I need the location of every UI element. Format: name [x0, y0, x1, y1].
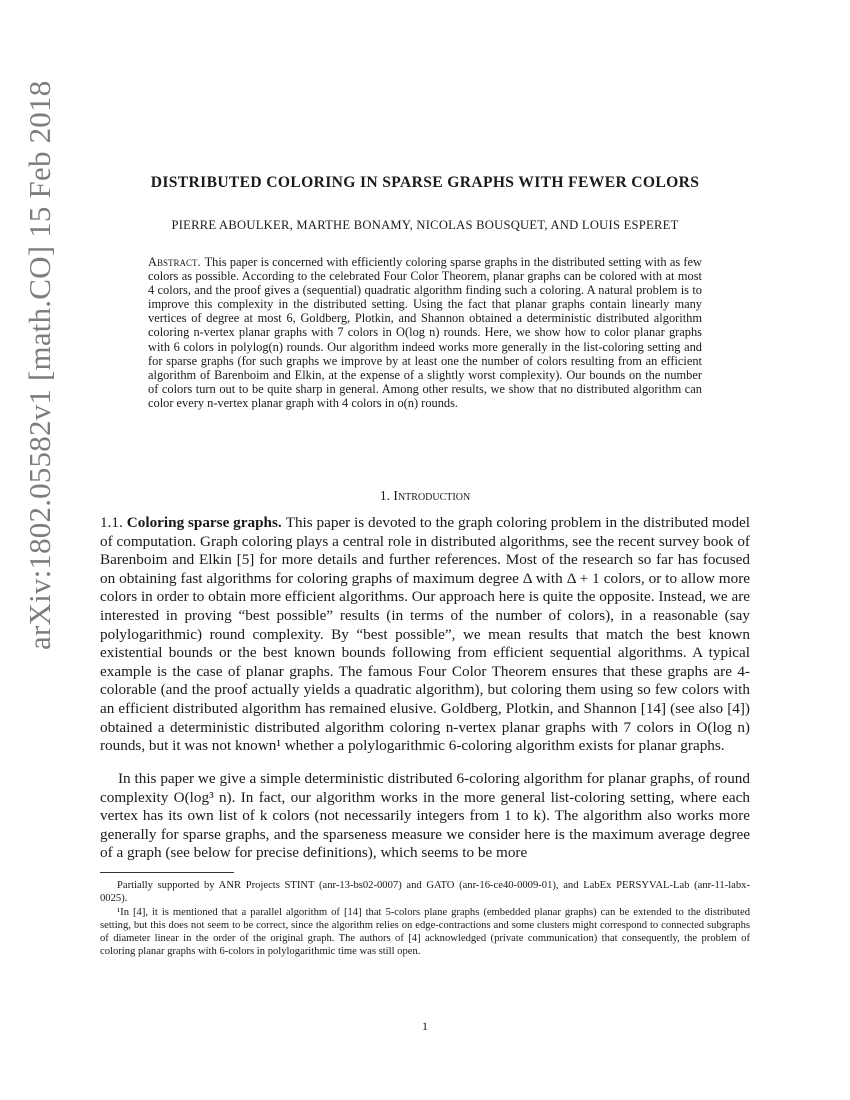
abstract — [148, 255, 702, 410]
abstract-label: Abstract. — [148, 255, 201, 269]
footnote-funding: Partially supported by ANR Projects STINT (anr-13-bs02-0007) and GATO (anr-16-ce40-0009-01), and LabEx PERSYVAL-Lab (anr-11-labx-0025). — [100, 880, 750, 905]
author-list: PIERRE ABOULKER, MARTHE BONAMY, NICOLAS BOUSQUET, AND LOUIS ESPERET — [171, 218, 679, 232]
paragraph-2: In this paper we give a simple deterministic distributed 6-coloring algorithm for planar graphs, of round complexity O(log³ n). In fact, our algorithm works in the more general list-coloring setting, where each vertex has its own list of k colors (not necessarily integers from 1 to k). The algorithm also works more generally for sparse graphs, and the sparseness measure we consider here is the maximum average degree of a graph (see below for precise definitions), which seems to be more — [100, 770, 750, 862]
paragraph-1-text: This paper is devoted to the graph coloring problem in the distributed model of computation. Graph coloring plays a central role in distributed algorithms, see the recent survey book of Barenboim and Elkin [5] for more details and further references. Most of the research so far has focused on obtaining fast algorithms for coloring graphs of maximum degree Δ with Δ + 1 colors, or to allow more colors in order to obtain more efficient algorithms. Our approach here is quite the opposite. Instead, we are interested in proving “best possible” results (in terms of the number of colors), in a reasonable (say polylogarithmic) round complexity. By “best possible”, we mean results that match the best known existential bounds or the best known bounds following from efficient sequential algorithms. A typical example is the case of planar graphs. The famous Four Color Theorem ensures that these graphs are 4-colorable (and the proof actually yields a quadratic algorithm), but coloring them using so few colors with an efficient distributed algorithm has remained elusive. Goldberg, Plotkin, and Shannon [14] (see also [4]) obtained a deterministic distributed algorithm coloring n-vertex planar graphs with 7 colors in O(log n) rounds, but it was not known¹ whether a polylogarithmic 6-coloring algorithm exists for planar graphs. — [100, 514, 750, 755]
footnotes — [100, 879, 750, 960]
section-heading: 1. Introduction — [379, 488, 471, 503]
paper-title: DISTRIBUTED COLORING IN SPARSE GRAPHS WITH FEWER COLORS — [150, 174, 700, 191]
paragraph-1 — [100, 514, 750, 756]
subsection-number: 1.1. — [100, 514, 123, 531]
abstract-text: This paper is concerned with efficiently coloring sparse graphs in the distributed setting with as few colors as possible. According to the celebrated Four Color Theorem, planar graphs can be colored with at most 4 colors, and the proof gives a (sequential) quadratic algorithm finding such a coloring. A natural problem is to improve this complexity in the distributed setting. Using the fact that planar graphs contain linearly many vertices of degree at most 6, Goldberg, Plotkin, and Shannon obtained a deterministic distributed algorithm coloring n-vertex planar graphs with 7 colors in O(log n) rounds. Here, we show how to color planar graphs with 6 colors in polylog(n) rounds. Our algorithm indeed works more generally in the list-coloring setting and for sparse graphs (for such graphs we improve by at least one the number of colors resulting from an efficient algorithm of Barenboim and Elkin, at the expense of a slightly worst complexity). Our bounds on the number of colors turn out to be quite sharp in general. Among other results, we show that no distributed algorithm can color every n-vertex planar graph with 4 colors in o(n) rounds. — [148, 255, 702, 410]
page-number: 1 — [422, 1019, 428, 1033]
footnote-1: ¹In [4], it is mentioned that a parallel algorithm of [14] that 5-colors plane graphs (embedded planar graphs) can be extended to the distributed setting, but this does not seem to be correct, since the algorithm relies on edge-contractions and some clusters might correspond to connected subgraphs of diameter linear in the order of the original graph. The authors of [4] acknowledged (private communication) that consequently, the problem of coloring planar graphs with 6-colors in polylogarithmic time was still open. — [100, 907, 750, 958]
footnote-divider — [100, 872, 234, 873]
subsection-title: Coloring sparse graphs. — [126, 514, 282, 531]
arxiv-stamp: arXiv:1802.05582v1 [math.CO] 15 Feb 2018 — [22, 80, 57, 650]
